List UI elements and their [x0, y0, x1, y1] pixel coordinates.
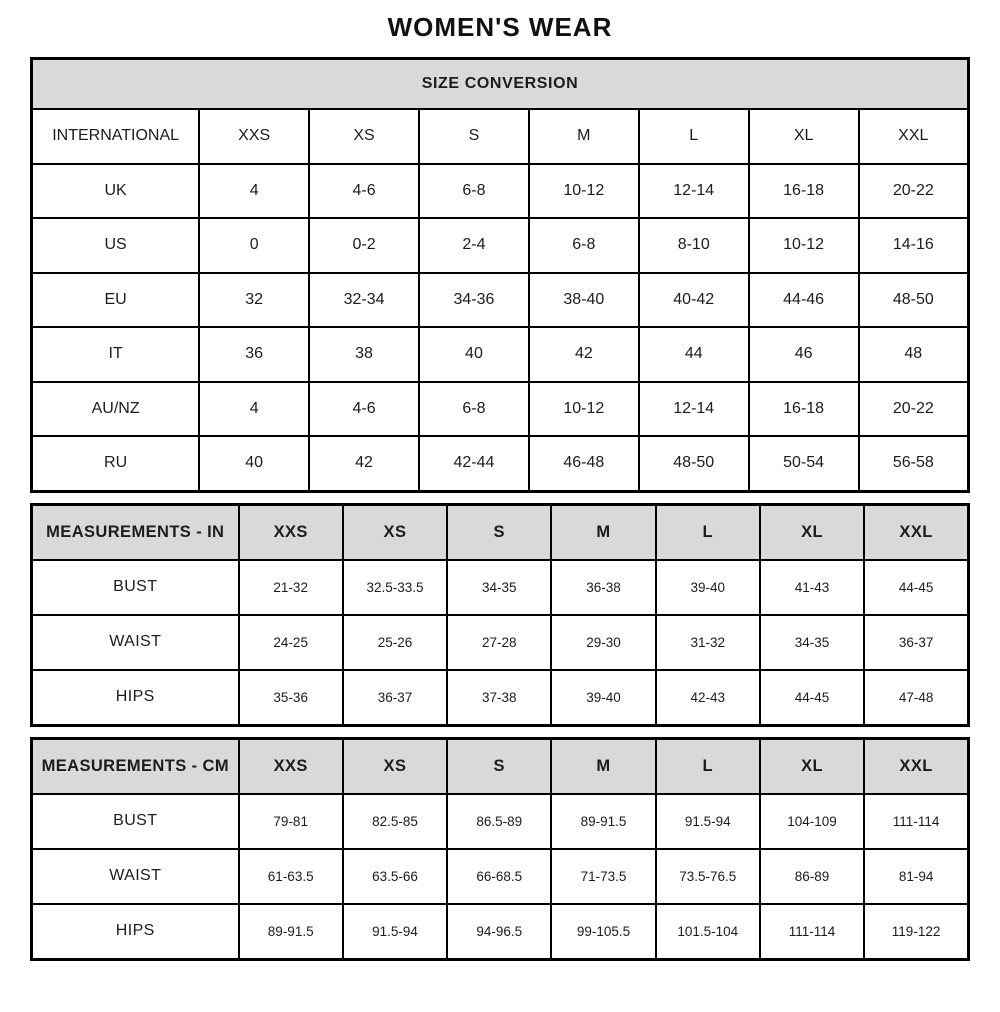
size_conversion-row-uk — [32, 164, 969, 219]
value-cell: 42 — [309, 436, 419, 491]
size-header-cell-xxl: XXL — [859, 109, 969, 164]
value-cell: 20-22 — [859, 382, 969, 437]
value-cell: 50-54 — [749, 436, 859, 491]
row-label-cell: HIPS — [32, 670, 239, 726]
measurements-cm-table — [30, 737, 970, 961]
international-header-cell: INTERNATIONAL — [32, 109, 200, 164]
size-conversion-body — [32, 59, 969, 492]
row-label-cell: WAIST — [32, 849, 239, 904]
value-cell: 4-6 — [309, 382, 419, 437]
size_conversion-row-ru — [32, 436, 969, 491]
value-cell: 48 — [859, 327, 969, 382]
size-header-cell-xs: XS — [343, 504, 447, 560]
size_conversion-row-au-nz — [32, 382, 969, 437]
row-label-cell: BUST — [32, 794, 239, 849]
value-cell: 46 — [749, 327, 859, 382]
size-conversion-table — [30, 57, 970, 493]
value-cell: 29-30 — [551, 615, 655, 670]
value-cell: 42 — [529, 327, 639, 382]
measurements_cm-row-waist — [32, 849, 969, 904]
measurements-in-table — [30, 503, 970, 727]
size-header-cell-m: M — [551, 504, 655, 560]
value-cell: 10-12 — [529, 382, 639, 437]
value-cell: 21-32 — [239, 560, 343, 615]
value-cell: 24-25 — [239, 615, 343, 670]
value-cell: 91.5-94 — [656, 794, 760, 849]
size-chart-page — [30, 12, 970, 961]
value-cell: 35-36 — [239, 670, 343, 726]
value-cell: 91.5-94 — [343, 904, 447, 960]
size-header-cell-l: L — [639, 109, 749, 164]
value-cell: 16-18 — [749, 382, 859, 437]
value-cell: 111-114 — [864, 794, 968, 849]
size-header-cell-s: S — [447, 738, 551, 794]
row-label-cell: EU — [32, 273, 200, 328]
value-cell: 27-28 — [447, 615, 551, 670]
value-cell: 20-22 — [859, 164, 969, 219]
value-cell: 86.5-89 — [447, 794, 551, 849]
value-cell: 6-8 — [419, 382, 529, 437]
value-cell: 44-45 — [760, 670, 864, 726]
value-cell: 4 — [199, 164, 309, 219]
value-cell: 34-36 — [419, 273, 529, 328]
row-label-cell: UK — [32, 164, 200, 219]
value-cell: 32-34 — [309, 273, 419, 328]
value-cell: 99-105.5 — [551, 904, 655, 960]
value-cell: 31-32 — [656, 615, 760, 670]
value-cell: 39-40 — [656, 560, 760, 615]
value-cell: 89-91.5 — [239, 904, 343, 960]
size-header-cell-xxl: XXL — [864, 504, 968, 560]
size-conversion-banner: SIZE CONVERSION — [32, 59, 969, 110]
value-cell: 44-46 — [749, 273, 859, 328]
value-cell: 32.5-33.5 — [343, 560, 447, 615]
value-cell: 2-4 — [419, 218, 529, 273]
row-label-cell: BUST — [32, 560, 239, 615]
value-cell: 16-18 — [749, 164, 859, 219]
size-header-cell-xs: XS — [343, 738, 447, 794]
value-cell: 34-35 — [447, 560, 551, 615]
value-cell: 46-48 — [529, 436, 639, 491]
value-cell: 38-40 — [529, 273, 639, 328]
value-cell: 25-26 — [343, 615, 447, 670]
row-label-cell: US — [32, 218, 200, 273]
value-cell: 73.5-76.5 — [656, 849, 760, 904]
value-cell: 12-14 — [639, 382, 749, 437]
measurements_in-row-hips — [32, 670, 969, 726]
value-cell: 41-43 — [760, 560, 864, 615]
size-header-cell-l: L — [656, 504, 760, 560]
measurements_cm-row-bust — [32, 794, 969, 849]
measurements-in-body — [32, 504, 969, 725]
value-cell: 63.5-66 — [343, 849, 447, 904]
row-label-cell: HIPS — [32, 904, 239, 960]
value-cell: 8-10 — [639, 218, 749, 273]
size-header-cell-l: L — [656, 738, 760, 794]
size-header-cell-xl: XL — [760, 504, 864, 560]
measurements_cm-header-row — [32, 738, 969, 794]
value-cell: 111-114 — [760, 904, 864, 960]
value-cell: 39-40 — [551, 670, 655, 726]
measurements_in-row-bust — [32, 560, 969, 615]
size-header-cell-xs: XS — [309, 109, 419, 164]
value-cell: 56-58 — [859, 436, 969, 491]
value-cell: 6-8 — [419, 164, 529, 219]
value-cell: 94-96.5 — [447, 904, 551, 960]
value-cell: 34-35 — [760, 615, 864, 670]
value-cell: 86-89 — [760, 849, 864, 904]
value-cell: 82.5-85 — [343, 794, 447, 849]
value-cell: 10-12 — [529, 164, 639, 219]
value-cell: 36-38 — [551, 560, 655, 615]
size-header-cell-xxl: XXL — [864, 738, 968, 794]
value-cell: 14-16 — [859, 218, 969, 273]
value-cell: 42-44 — [419, 436, 529, 491]
value-cell: 6-8 — [529, 218, 639, 273]
value-cell: 44 — [639, 327, 749, 382]
size-header-cell-s: S — [419, 109, 529, 164]
size-conversion-banner-row — [32, 59, 969, 110]
value-cell: 4 — [199, 382, 309, 437]
value-cell: 104-109 — [760, 794, 864, 849]
size-header-cell-xl: XL — [749, 109, 859, 164]
value-cell: 79-81 — [239, 794, 343, 849]
size-header-cell-xxs: XXS — [199, 109, 309, 164]
value-cell: 38 — [309, 327, 419, 382]
size_conversion-header-row — [32, 109, 969, 164]
measurements_in-row-waist — [32, 615, 969, 670]
row-label-cell: AU/NZ — [32, 382, 200, 437]
row-label-cell: RU — [32, 436, 200, 491]
size_conversion-row-it — [32, 327, 969, 382]
value-cell: 0-2 — [309, 218, 419, 273]
value-cell: 12-14 — [639, 164, 749, 219]
value-cell: 4-6 — [309, 164, 419, 219]
value-cell: 40-42 — [639, 273, 749, 328]
value-cell: 48-50 — [639, 436, 749, 491]
value-cell: 36-37 — [343, 670, 447, 726]
value-cell: 101.5-104 — [656, 904, 760, 960]
size_conversion-row-eu — [32, 273, 969, 328]
size-header-cell-m: M — [551, 738, 655, 794]
size_conversion-row-us — [32, 218, 969, 273]
value-cell: 61-63.5 — [239, 849, 343, 904]
value-cell: 89-91.5 — [551, 794, 655, 849]
value-cell: 36 — [199, 327, 309, 382]
row-label-cell: WAIST — [32, 615, 239, 670]
value-cell: 81-94 — [864, 849, 968, 904]
value-cell: 40 — [419, 327, 529, 382]
value-cell: 32 — [199, 273, 309, 328]
value-cell: 47-48 — [864, 670, 968, 726]
value-cell: 66-68.5 — [447, 849, 551, 904]
value-cell: 119-122 — [864, 904, 968, 960]
size-header-cell-m: M — [529, 109, 639, 164]
value-cell: 42-43 — [656, 670, 760, 726]
size-header-cell-xxs: XXS — [239, 738, 343, 794]
measurements-in-title-cell: MEASUREMENTS - IN — [32, 504, 239, 560]
value-cell: 10-12 — [749, 218, 859, 273]
value-cell: 37-38 — [447, 670, 551, 726]
measurements-cm-body — [32, 738, 969, 959]
value-cell: 0 — [199, 218, 309, 273]
measurements_in-header-row — [32, 504, 969, 560]
page-title: WOMEN'S WEAR — [387, 12, 613, 42]
value-cell: 36-37 — [864, 615, 968, 670]
row-label-cell: IT — [32, 327, 200, 382]
measurements-cm-title-cell: MEASUREMENTS - CM — [32, 738, 239, 794]
value-cell: 44-45 — [864, 560, 968, 615]
value-cell: 40 — [199, 436, 309, 491]
value-cell: 48-50 — [859, 273, 969, 328]
value-cell: 71-73.5 — [551, 849, 655, 904]
size-header-cell-s: S — [447, 504, 551, 560]
size-header-cell-xl: XL — [760, 738, 864, 794]
size-header-cell-xxs: XXS — [239, 504, 343, 560]
measurements_cm-row-hips — [32, 904, 969, 960]
